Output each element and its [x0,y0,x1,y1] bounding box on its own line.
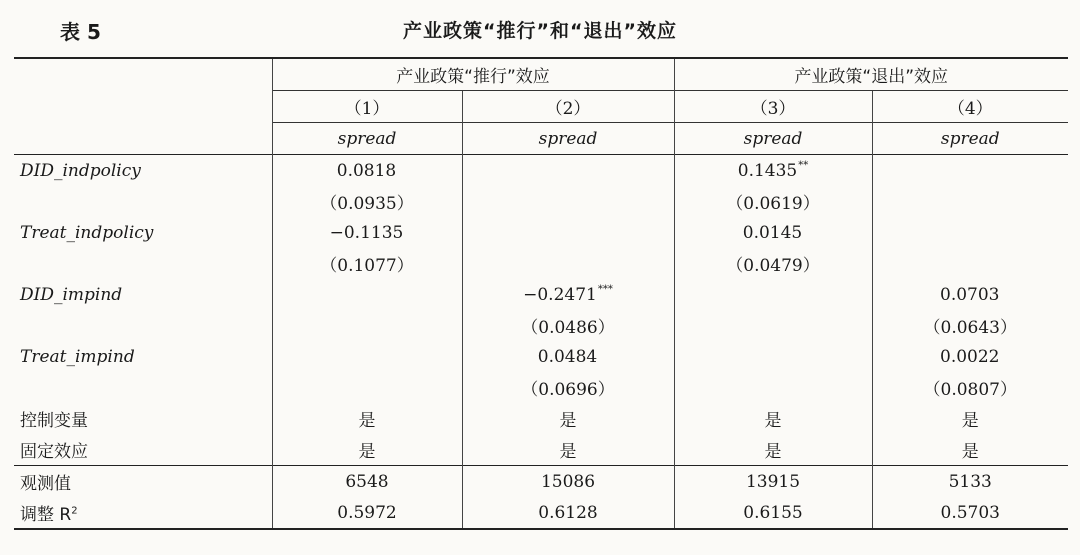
observations-cell: 15086 [462,466,674,498]
coef-cell: 0.0022 [872,341,1068,372]
se-cell [462,186,674,217]
coef-cell [272,341,462,372]
coef-cell: 0.0484 [462,341,674,372]
controls-cell: 是 [872,403,1068,434]
header-blank-cell [14,91,272,123]
table-label: 表 5 [60,20,101,44]
variable-name: Treat_indpolicy [20,222,154,243]
observations-cell: 6548 [272,466,462,498]
coef-cell: 0.0703 [872,279,1068,310]
adj-r2-row [14,497,1068,529]
adj-r2-cell: 0.6155 [674,497,872,529]
se-cell: （0.0619） [674,186,872,217]
se-cell [462,248,674,279]
se-cell [674,310,872,341]
coef-cell: 0.0818 [272,155,462,187]
se-cell [674,372,872,403]
coef-cell [462,217,674,248]
se-cell: （0.0486） [462,310,674,341]
se-row [14,186,1068,217]
controls-cell: 是 [462,403,674,434]
coef-row [14,217,1068,248]
coef-row [14,341,1068,372]
coef-cell [462,155,674,187]
coef-cell [872,217,1068,248]
fixed-effects-row [14,434,1068,466]
observations-cell: 13915 [674,466,872,498]
se-cell: （0.0643） [872,310,1068,341]
adj-r2-label: 调整 $R^2$ [14,497,272,529]
fixed-effects-cell: 是 [272,434,462,466]
variable-name: DID_indpolicy [14,155,272,187]
header-colnum-row [14,91,1068,123]
fixed-effects-cell: 是 [462,434,674,466]
se-row [14,248,1068,279]
coef-cell [674,341,872,372]
coef-row [14,155,1068,187]
variable-name: DID_impind [20,284,123,305]
header-group-left: 产业政策“推行”效应 [272,58,674,91]
se-cell: （0.1077） [272,248,462,279]
coef-cell [674,279,872,310]
observations-label: 观测值 [14,466,272,498]
adj-r2-cell: 0.5972 [272,497,462,529]
dep-var-4: spread [872,123,1068,155]
header-blank-cell [14,123,272,155]
fixed-effects-cell: 是 [872,434,1068,466]
observations-cell: 5133 [872,466,1068,498]
col-number-1: （1） [272,91,462,123]
se-cell [872,248,1068,279]
coef-cell: 0.0145 [674,217,872,248]
controls-label: 控制变量 [20,411,88,431]
table-title: 产业政策“推行”和“退出”效应 [403,20,677,42]
fixed-effects-label: 固定效应 [20,442,88,462]
dep-var-1: spread [272,123,462,155]
se-cell: （0.0807） [872,372,1068,403]
col-number-4: （4） [872,91,1068,123]
coef-cell [872,155,1068,187]
significance-stars: ** [798,160,809,171]
coef-cell: −0.1135 [272,217,462,248]
fixed-effects-cell: 是 [674,434,872,466]
header-group-right: 产业政策“退出”效应 [674,58,1068,91]
col-number-3: （3） [674,91,872,123]
se-row [14,310,1068,341]
controls-row [14,403,1068,434]
variable-name: Treat_impind [20,346,135,367]
header-blank-cell [14,58,272,91]
controls-cell: 是 [674,403,872,434]
table-caption [0,16,1080,48]
controls-cell: 是 [272,403,462,434]
se-cell [872,186,1068,217]
results-table [14,57,1068,530]
dep-var-3: spread [674,123,872,155]
adj-r2-cell: 0.6128 [462,497,674,529]
header-group-row [14,58,1068,91]
header-depvar-row [14,123,1068,155]
se-cell: （0.0935） [272,186,462,217]
coef-cell [272,279,462,310]
coef-cell: −0.2471*** [462,279,674,310]
se-row [14,372,1068,403]
observations-row [14,466,1068,498]
significance-stars: *** [597,284,613,295]
se-cell [272,372,462,403]
adj-r2-cell: 0.5703 [872,497,1068,529]
col-number-2: （2） [462,91,674,123]
coef-cell: 0.1435** [674,155,872,187]
dep-var-2: spread [462,123,674,155]
se-cell [272,310,462,341]
se-cell: （0.0479） [674,248,872,279]
se-cell: （0.0696） [462,372,674,403]
coef-row [14,279,1068,310]
